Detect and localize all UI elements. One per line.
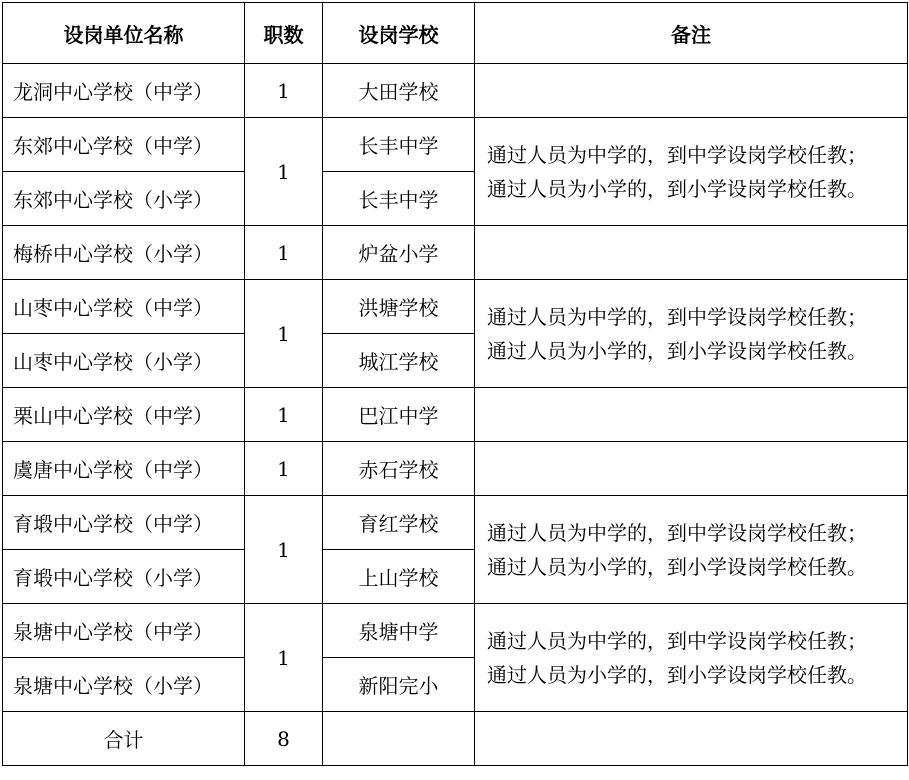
count-cell: 1 <box>245 280 323 388</box>
table-row <box>3 280 908 334</box>
unit-name-cell: 山枣中心学校（中学） <box>3 280 245 334</box>
remarks-line-primary-school: 通过人员为小学的，到小学设岗学校任教。 <box>487 662 867 687</box>
unit-name-cell: 泉塘中心学校（中学） <box>3 604 245 658</box>
unit-name-cell: 龙洞中心学校（中学） <box>3 64 245 118</box>
header-remarks: 备注 <box>475 3 908 64</box>
header-count: 职数 <box>245 3 323 64</box>
remarks-cell <box>475 280 908 388</box>
count-cell: 1 <box>245 118 323 226</box>
total-remarks-cell <box>475 712 908 766</box>
school-cell: 巴江中学 <box>323 388 475 442</box>
remarks-cell <box>475 118 908 226</box>
count-cell: 1 <box>245 442 323 496</box>
count-cell: 1 <box>245 64 323 118</box>
header-row <box>3 3 908 64</box>
unit-name-cell: 梅桥中心学校（小学） <box>3 226 245 280</box>
remarks-cell <box>475 226 908 280</box>
unit-name-cell: 栗山中心学校（中学） <box>3 388 245 442</box>
post-allocation-table <box>2 2 908 766</box>
unit-name-cell: 育塅中心学校（小学） <box>3 550 245 604</box>
total-school-cell <box>323 712 475 766</box>
table-row <box>3 604 908 658</box>
school-cell: 洪塘学校 <box>323 280 475 334</box>
school-cell: 炉盆小学 <box>323 226 475 280</box>
remarks-cell <box>475 604 908 712</box>
remarks-cell <box>475 64 908 118</box>
remarks-cell <box>475 442 908 496</box>
remarks-cell <box>475 388 908 442</box>
school-cell: 上山学校 <box>323 550 475 604</box>
school-cell: 长丰中学 <box>323 172 475 226</box>
school-cell: 大田学校 <box>323 64 475 118</box>
remarks-line-middle-school: 通过人员为中学的，到中学设岗学校任教； <box>487 142 867 167</box>
unit-name-cell: 虞唐中心学校（中学） <box>3 442 245 496</box>
school-cell: 城江学校 <box>323 334 475 388</box>
unit-name-cell: 山枣中心学校（小学） <box>3 334 245 388</box>
table-row <box>3 442 908 496</box>
table-row <box>3 64 908 118</box>
remarks-line-middle-school: 通过人员为中学的，到中学设岗学校任教； <box>487 304 867 329</box>
table-row <box>3 118 908 172</box>
total-count: 8 <box>245 712 323 766</box>
remarks-line-primary-school: 通过人员为小学的，到小学设岗学校任教。 <box>487 176 867 201</box>
count-cell: 1 <box>245 226 323 280</box>
school-cell: 长丰中学 <box>323 118 475 172</box>
school-cell: 赤石学校 <box>323 442 475 496</box>
remarks-cell <box>475 496 908 604</box>
unit-name-cell: 东郊中心学校（小学） <box>3 172 245 226</box>
school-cell: 新阳完小 <box>323 658 475 712</box>
unit-name-cell: 育塅中心学校（中学） <box>3 496 245 550</box>
table-row <box>3 226 908 280</box>
school-cell: 育红学校 <box>323 496 475 550</box>
header-unit-name: 设岗单位名称 <box>3 3 245 64</box>
total-row <box>3 712 908 766</box>
count-cell: 1 <box>245 496 323 604</box>
count-cell: 1 <box>245 388 323 442</box>
unit-name-cell: 泉塘中心学校（小学） <box>3 658 245 712</box>
unit-name-cell: 东郊中心学校（中学） <box>3 118 245 172</box>
count-cell: 1 <box>245 604 323 712</box>
school-cell: 泉塘中学 <box>323 604 475 658</box>
remarks-line-primary-school: 通过人员为小学的，到小学设岗学校任教。 <box>487 554 867 579</box>
total-label: 合计 <box>3 712 245 766</box>
header-school: 设岗学校 <box>323 3 475 64</box>
remarks-line-middle-school: 通过人员为中学的，到中学设岗学校任教； <box>487 628 867 653</box>
table-row <box>3 388 908 442</box>
table-row <box>3 496 908 550</box>
remarks-line-primary-school: 通过人员为小学的，到小学设岗学校任教。 <box>487 338 867 363</box>
remarks-line-middle-school: 通过人员为中学的，到中学设岗学校任教； <box>487 520 867 545</box>
